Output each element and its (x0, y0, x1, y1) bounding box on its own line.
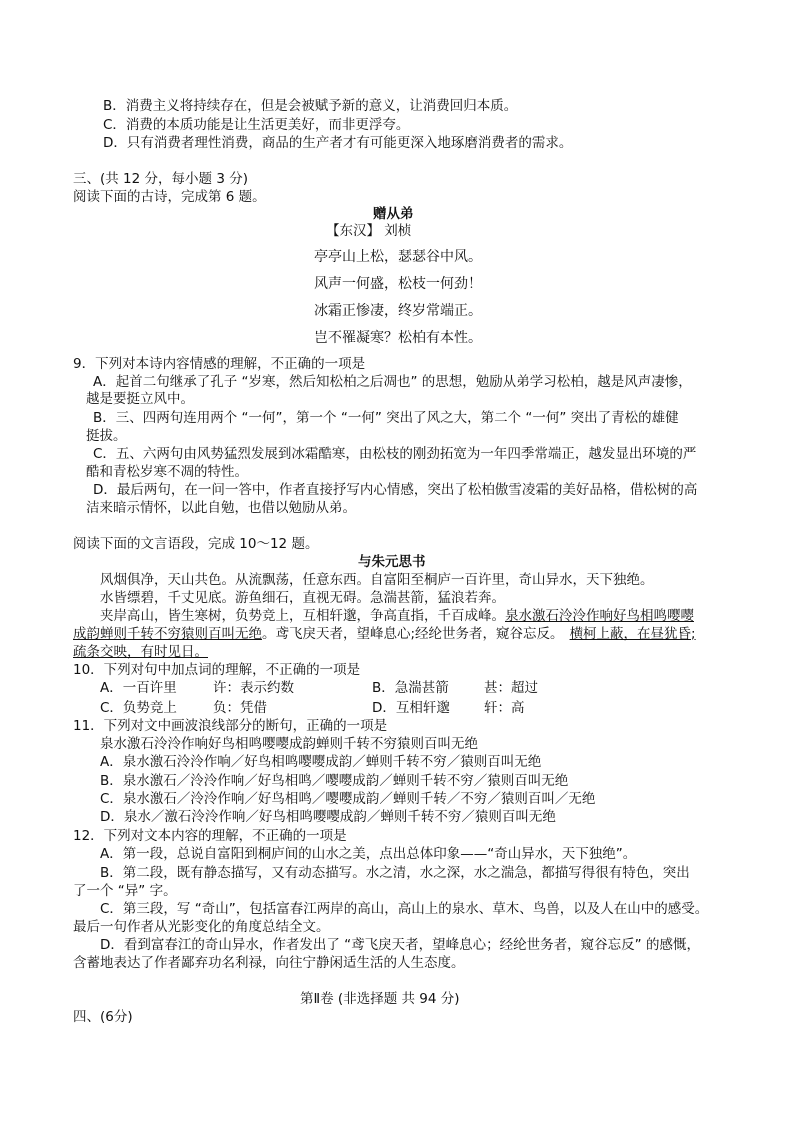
q10-option-d: D．互相轩邈 (372, 700, 450, 716)
section-four-heading: 四、(6分) (73, 1009, 133, 1025)
q10-option-a-gloss: 许：表示约数 (213, 680, 294, 696)
q9-option-c: C．五、六两句由风势猛烈发展到冰霜酷寒，由松枝的刚劲拓宽为一年四季常端正，越发显出环境的严 (93, 446, 697, 462)
q10-stem: 10．下列对句中加点词的理解，不正确的一项是 (73, 662, 361, 678)
q11-source-sentence: 泉水激石泠泠作响好鸟相鸣嘤嘤成韵蝉则千转不穷猿则百叫无绝 (100, 736, 478, 752)
q11-option-a: A．泉水激石泠泠作响／好鸟相鸣嘤嘤成韵／蝉则千转不穷／猿则百叫无绝 (100, 754, 542, 770)
q11-option-d: D．泉水／激石泠泠作响／好鸟相鸣嘤嘤成韵／蝉则千转不穷／猿则百叫无绝 (100, 809, 556, 825)
wavy-underlined-text: 成韵蝉则千转不穷猿则百叫无绝 (73, 626, 262, 642)
passage-text: 夹岸高山，皆生寒树，负势竞上，互相轩邈，争高直指，千百成峰。 (100, 608, 505, 624)
q12-option-c: C．第三段，写 “奇山”，包括富春江两岸的高山，高山上的泉水、草木、鸟兽，以及人在山中的感受。 (100, 901, 709, 917)
q11-option-b: B．泉水激石／泠泠作响／好鸟相鸣／嘤嘤成韵／蝉则千转不穷／猿则百叫无绝 (100, 773, 569, 789)
q12-option-d: D．看到富春江的奇山异水，作者发出了 “鸢飞戾天者，望峰息心；经纶世务者，窥谷忘反” 的感慨， (100, 937, 700, 953)
passage-line: 风烟俱净，天山共色。从流飘荡，任意东西。自富阳至桐庐一百许里，奇山异水，天下独绝。 (100, 572, 654, 588)
poem-line: 冰霜正惨凄，终岁常端正。 (314, 303, 482, 319)
q8-option-d: D．只有消费者理性消费，商品的生产者才有可能更深入地琢磨消费者的需求。 (103, 135, 573, 151)
section-three-heading: 三、(共 12 分，每小题 3 分) (73, 171, 248, 187)
q12-option-b-cont: 了一个 “异” 字。 (73, 883, 177, 899)
q9-option-d: D．最后两句，在一问一答中，作者直接抒写内心情感，突出了松柏傲雪凌霜的美好品格，借松树的高 (93, 482, 698, 498)
q10-option-c: C．负势竞上 (100, 700, 177, 716)
q12-stem: 12．下列对文本内容的理解，不正确的一项是 (73, 828, 347, 844)
underlined-text: 疏条交映，有时见日。 (73, 644, 208, 660)
q11-stem: 11．下列对文中画波浪线部分的断句，正确的一项是 (73, 718, 388, 734)
passage-line: 水皆缥碧，千丈见底。游鱼细石，直视无碍。急湍甚箭，猛浪若奔。 (100, 590, 505, 606)
q12-option-a: A．第一段，总说自富阳到桐庐间的山水之美，点出总体印象——“奇山异水，天下独绝”。 (100, 846, 637, 862)
passage-text: 。鸢飞戾天者，望峰息心;经纶世务者，窥谷忘反。 (262, 626, 564, 642)
q8-option-b: B．消费主义将持续存在，但是会被赋予新的意义，让消费回归本质。 (103, 98, 518, 114)
wenyan-title: 与朱元思书 (358, 554, 426, 570)
part-two-title: 第Ⅱ卷 (非选择题 共 94 分) (300, 991, 460, 1007)
poem-author: 【东汉】 刘桢 (326, 223, 412, 239)
passage-line (73, 625, 696, 643)
poem-title: 赠从弟 (373, 206, 414, 222)
poem-line: 岂不罹凝寒？松柏有本性。 (314, 330, 482, 346)
q9-option-c-cont: 酷和青松岁寒不凋的特性。 (86, 464, 248, 480)
q9-option-d-cont: 洁来暗示情怀，以此自勉，也借以勉励从弟。 (86, 500, 356, 516)
q9-option-a-cont: 越是要挺立风中。 (86, 391, 194, 407)
q12-option-b: B．第二段，既有静态描写，又有动态描写。水之清，水之深，水之湍急，都描写得很有特色，突出 (100, 865, 690, 881)
poem-line: 亭亭山上松，瑟瑟谷中风。 (314, 249, 482, 265)
passage-line (100, 607, 694, 625)
wavy-underlined-text: 泉水激石泠泠作响好鸟相鸣嘤嘤 (505, 608, 694, 624)
q10-option-c-gloss: 负：凭借 (213, 700, 267, 716)
wenyan-intro: 阅读下面的文言语段，完成 10～12 题。 (73, 536, 319, 552)
q10-option-a: A．一百许里 (100, 680, 177, 696)
q12-option-c-cont: 最后一句作者从光影变化的角度总结全文。 (73, 919, 330, 935)
section-three-intro: 阅读下面的古诗，完成第 6 题。 (73, 189, 266, 205)
q9-option-b-cont: 挺拔。 (86, 428, 127, 444)
q10-option-b: B．急湍甚箭 (372, 680, 449, 696)
q11-option-c: C．泉水激石／泠泠作响／好鸟相鸣／嘤嘤成韵／蝉则千转／不穷／猿则百叫／无绝 (100, 791, 596, 807)
q8-option-c: C．消费的本质功能是让生活更美好，而非更浮夸。 (103, 117, 410, 133)
q12-option-d-cont: 含蓄地表达了作者鄙弃功名利禄，向往宁静闲适生活的人生态度。 (73, 955, 465, 971)
underlined-text: 横柯上蔽，在昼犹昏; (569, 626, 696, 642)
q9-stem: 9．下列对本诗内容情感的理解，不正确的一项是 (73, 356, 366, 372)
poem-line: 风声一何盛，松枝一何劲！ (314, 276, 482, 292)
q9-option-b: B．三、四两句连用两个 “一何”，第一个 “一何” 突出了风之大，第二个 “一何” 突出了青松的雄健 (93, 410, 679, 426)
q10-option-d-gloss: 轩：高 (484, 700, 525, 716)
q9-option-a: A．起首二句继承了孔子 “岁寒，然后知松柏之后凋也” 的思想，勉励从弟学习松柏，越是风声凄惨， (93, 374, 692, 390)
q10-option-b-gloss: 甚：超过 (484, 680, 538, 696)
